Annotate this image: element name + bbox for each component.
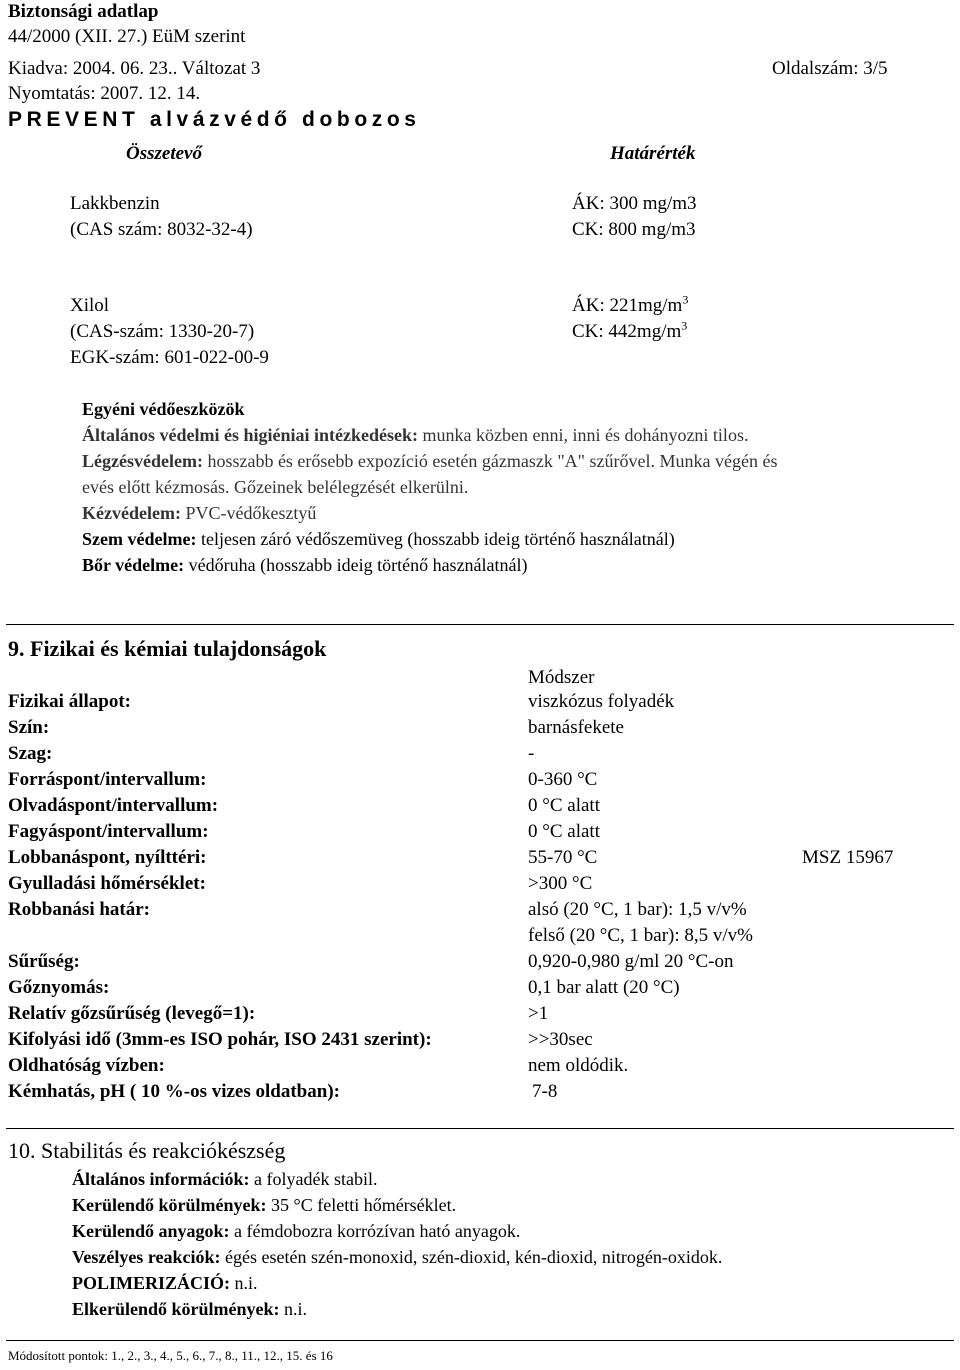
modified-points: Módosított pontok: 1., 2., 3., 4., 5., 6., 7., 8., 11., 12., 15. és 16 xyxy=(8,1348,333,1363)
component-egk: EGK-szám: 601-022-00-9 xyxy=(70,347,269,368)
property-label: Sűrűség: xyxy=(8,951,80,972)
stability-item xyxy=(72,1194,456,1216)
section-divider xyxy=(6,1128,954,1129)
limit-ck: CK: $442mg/m^3$ xyxy=(572,318,688,342)
stability-text: a folyadék stabil. xyxy=(249,1169,378,1189)
ppe-general: Általános védelmi és higiéniai intézkedések: munka közben enni, inni és dohányozni tilos. xyxy=(82,425,749,445)
property-value: 7-8 xyxy=(532,1081,558,1102)
property-value: 0 °C alatt xyxy=(528,795,600,816)
stability-label: POLIMERIZÁCIÓ: xyxy=(72,1273,231,1293)
stability-text: n.i. xyxy=(279,1299,308,1319)
property-value: 0,1 bar alatt (20 °C) xyxy=(528,977,680,998)
section-9-title: 9. Fizikai és kémiai tulajdonságok xyxy=(8,636,327,661)
stability-label: Elkerülendő körülmények: xyxy=(72,1299,280,1319)
stability-text: 35 °C feletti hőmérséklet. xyxy=(266,1195,457,1215)
property-label: Kémhatás, pH ( 10 %-os vizes oldatban): xyxy=(8,1081,340,1102)
doc-title: Biztonsági adatlap xyxy=(8,1,159,22)
limit-ak: ÁK: $221mg/m^3$ xyxy=(572,292,689,316)
col-limit-header: Határérték xyxy=(610,143,696,164)
section-10-title: 10. Stabilitás és reakciókészség xyxy=(8,1138,286,1163)
property-method: MSZ 15967 xyxy=(802,847,894,868)
method-header: Módszer xyxy=(528,667,595,688)
property-value: 0 °C alatt xyxy=(528,821,600,842)
print-date: Nyomtatás: 2007. 12. 14. xyxy=(8,83,201,104)
property-value: 0,920-0,980 g/ml 20 °C-on xyxy=(528,951,734,972)
property-value: 55-70 °C xyxy=(528,847,598,868)
section-divider xyxy=(6,624,954,625)
property-value: viszkózus folyadék xyxy=(528,691,675,712)
component-name: Xilol xyxy=(70,295,110,316)
stability-label: Kerülendő anyagok: xyxy=(72,1221,230,1241)
stability-item xyxy=(72,1246,722,1268)
property-label: Robbanási határ: xyxy=(8,899,150,920)
ppe-title: Egyéni védőeszközök xyxy=(82,399,245,419)
stability-item xyxy=(72,1298,307,1320)
property-value: >300 °C xyxy=(528,873,593,894)
property-value: 0-360 °C xyxy=(528,769,598,790)
property-label: Szag: xyxy=(8,743,53,764)
property-label: Oldhatóság vízben: xyxy=(8,1055,165,1076)
product-name: PREVENT alvázvédő dobozos xyxy=(8,108,421,131)
property-value: - xyxy=(528,743,535,764)
stability-text: égés esetén szén-monoxid, szén-dioxid, kén-dioxid, nitrogén-oxidok. xyxy=(220,1247,723,1267)
property-label: Fagyáspont/intervallum: xyxy=(8,821,209,842)
limit-ak: ÁK: 300 mg/m3 xyxy=(572,193,697,214)
property-label: Relatív gőzsűrűség (levegő=1): xyxy=(8,1003,256,1024)
property-label: Gyulladási hőmérséklet: xyxy=(8,873,206,894)
component-name: Lakkbenzin xyxy=(70,193,160,214)
component-cas: (CAS szám: 8032-32-4) xyxy=(70,219,253,240)
stability-item xyxy=(72,1220,520,1242)
stability-label: Általános információk: xyxy=(72,1169,250,1189)
property-value: nem oldódik. xyxy=(528,1055,629,1076)
property-label: Fizikai állapot: xyxy=(8,691,131,712)
property-value: alsó (20 °C, 1 bar): 1,5 v/v% xyxy=(528,899,747,920)
col-component-header: Összetevő xyxy=(126,143,202,164)
stability-item xyxy=(72,1272,258,1294)
stability-label: Veszélyes reakciók: xyxy=(72,1247,221,1267)
component-cas: (CAS-szám: 1330-20-7) xyxy=(70,321,255,342)
stability-item xyxy=(72,1168,377,1190)
property-value: barnásfekete xyxy=(528,717,624,738)
doc-regulation: 44/2000 (XII. 27.) EüM szerint xyxy=(8,26,246,47)
property-label: Lobbanáspont, nyílttéri: xyxy=(8,847,207,868)
ppe-respiratory-cont: evés előtt kézmosás. Gőzeinek belélegzését elkerülni. xyxy=(82,477,469,497)
page-number: Oldalszám: 3/5 xyxy=(772,58,888,79)
property-label: Olvadáspont/intervallum: xyxy=(8,795,219,816)
property-label: Forráspont/intervallum: xyxy=(8,769,207,790)
property-value: >1 xyxy=(528,1003,549,1024)
stability-label: Kerülendő körülmények: xyxy=(72,1195,267,1215)
ppe-skin: Bőr védelme: védőruha (hosszabb ideig történő használatnál) xyxy=(82,555,528,575)
stability-text: n.i. xyxy=(230,1273,258,1293)
property-value: felső (20 °C, 1 bar): 8,5 v/v% xyxy=(528,925,754,946)
ppe-hand: Kézvédelem: PVC-védőkesztyű xyxy=(82,503,317,523)
property-label: Szín: xyxy=(8,717,50,738)
stability-text: a fémdobozra korrózívan ható anyagok. xyxy=(229,1221,521,1241)
property-label: Kifolyási idő (3mm-es ISO pohár, ISO 2431 szerint): xyxy=(8,1029,432,1050)
limit-ck: CK: 800 mg/m3 xyxy=(572,219,696,240)
property-value: >>30sec xyxy=(528,1029,593,1050)
issue-info: Kiadva: 2004. 06. 23.. Változat 3 xyxy=(8,58,261,79)
ppe-eye: Szem védelme: teljesen záró védőszemüveg (hosszabb ideig történő használatnál) xyxy=(82,529,675,549)
footer-divider xyxy=(6,1340,954,1341)
ppe-respiratory: Légzésvédelem: hosszabb és erősebb expozíció esetén gázmaszk "A" szűrővel. Munka végén és xyxy=(82,451,778,471)
property-label: Gőznyomás: xyxy=(8,977,110,998)
